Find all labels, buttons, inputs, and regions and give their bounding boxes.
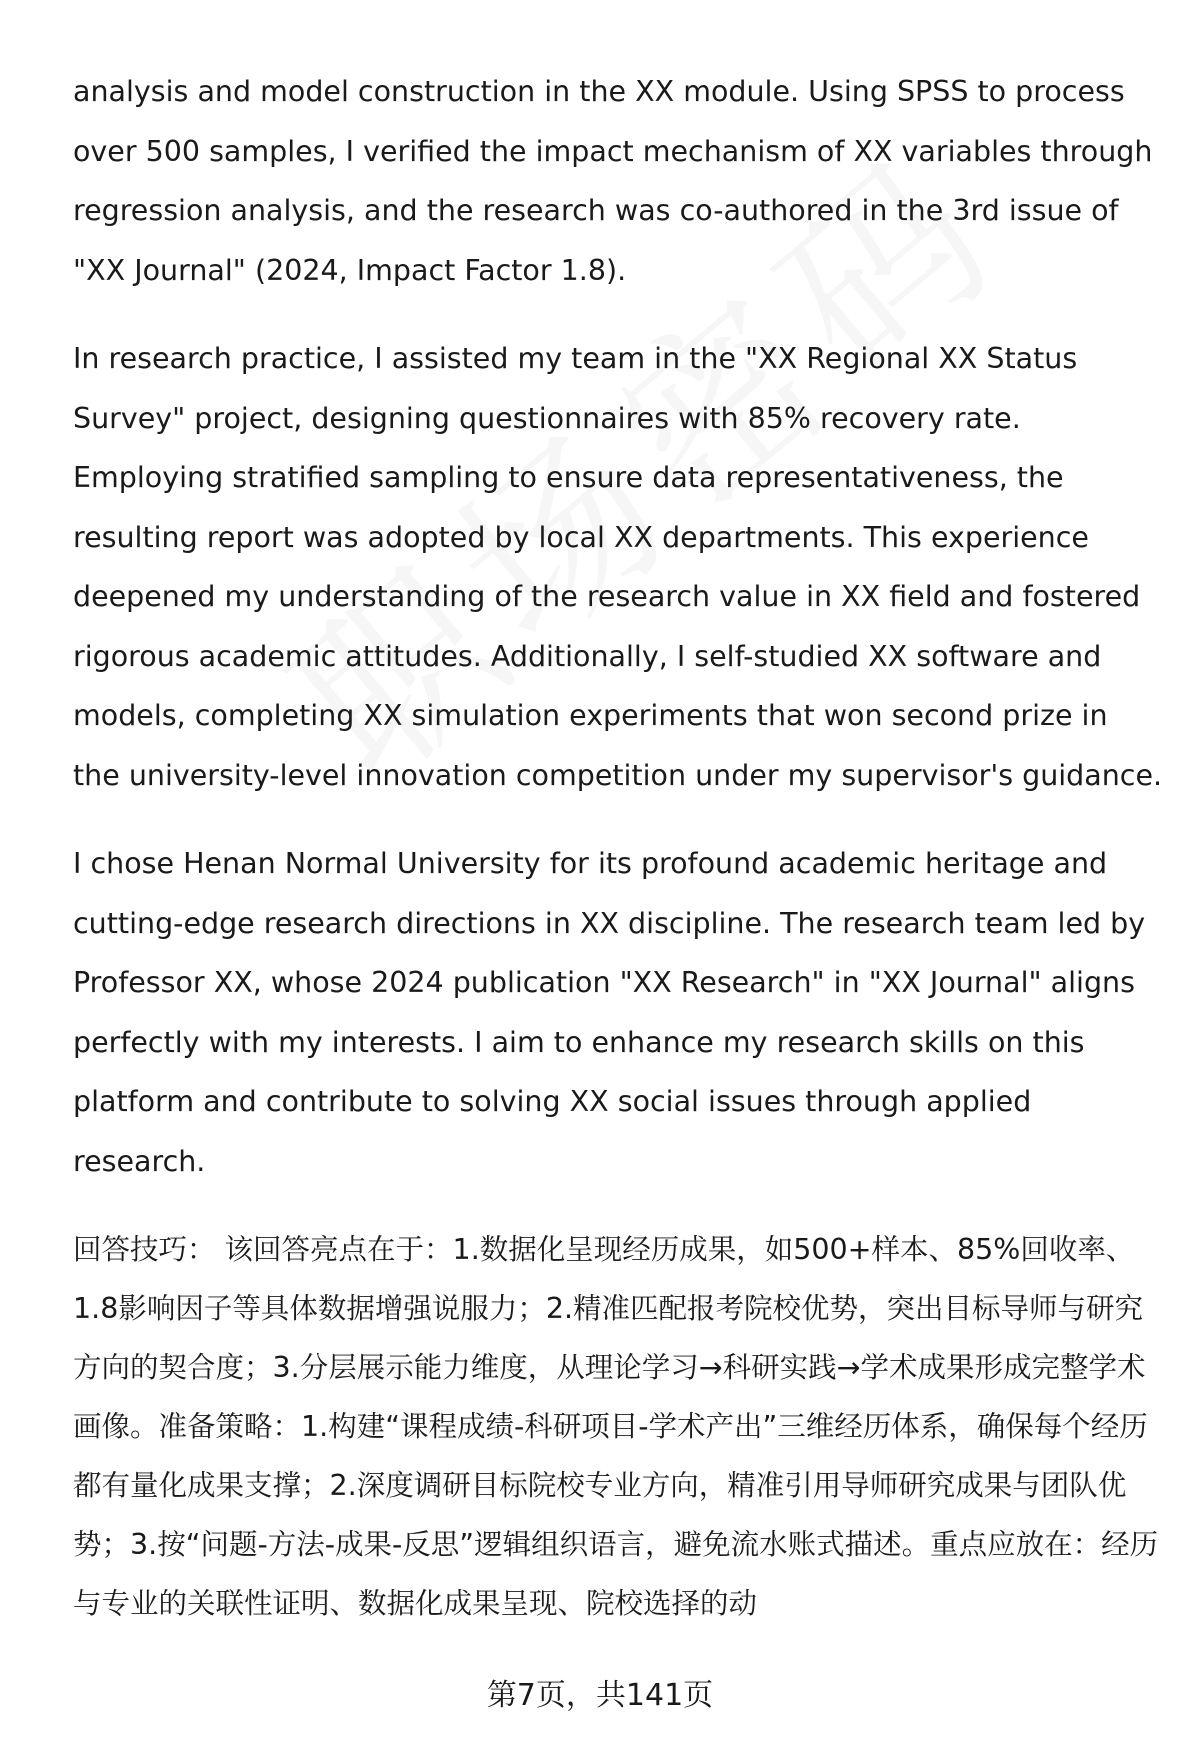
page-number: 第7页，共141页 [486, 1678, 714, 1713]
paragraph-answer-tips: 回答技巧： 该回答亮点在于：1.数据化呈现经历成果，如500+样本、85%回收率、1.8影响因子等具体数据增强说服力；2.精准匹配报考院校优势，突出目标导师与研究方向的契合度；3.分层展示能力维度，从理论学习→科研实践→学术成果形成完整学术画像。准备策略：1.构建“课程成绩-科研项目-学术产出”三维经历体系，确保每个经历都有量化成果支撑；2.深度调研目标院校专业方向，精准引用导师研究成果与团队优势；3.按“问题-方法-成果-反思”逻辑组织语言，避免流水账式描述。重点应放在：经历与专业的关联性证明、数据化成果呈现、院校选择的动 [73, 1233, 1159, 1620]
paragraph-research-practice: In research practice, I assisted my team in the "XX Regional XX Status Survey" project, designing questionnaires with 85% recovery rate. Employing stratified sampling to ensure data representativeness, the resulting report was adopted by local XX departments. This experience deepened my understanding of the research value in XX field and fostered rigorous academic attitudes. Additionally, I self-studied XX software and models, completing XX simulation experiments that won second prize in the university-level innovation competition under my supervisor's guidance. [73, 342, 1163, 792]
document-body [73, 62, 1163, 1633]
paragraph-research-publication: analysis and model construction in the XX module. Using SPSS to process over 500 samples, I verified the impact mechanism of XX variables through regression analysis, and the research was co-authored in the 3rd issue of "XX Journal" (2024, Impact Factor 1.8). [73, 75, 1153, 287]
paragraph-university-choice: I chose Henan Normal University for its profound academic heritage and cutting-edge research directions in XX discipline. The research team led by Professor XX, whose 2024 publication "XX Research" in "XX Journal" aligns perfectly with my interests. I aim to enhance my research skills on this platform and contribute to solving XX social issues through applied research. [73, 847, 1146, 1178]
